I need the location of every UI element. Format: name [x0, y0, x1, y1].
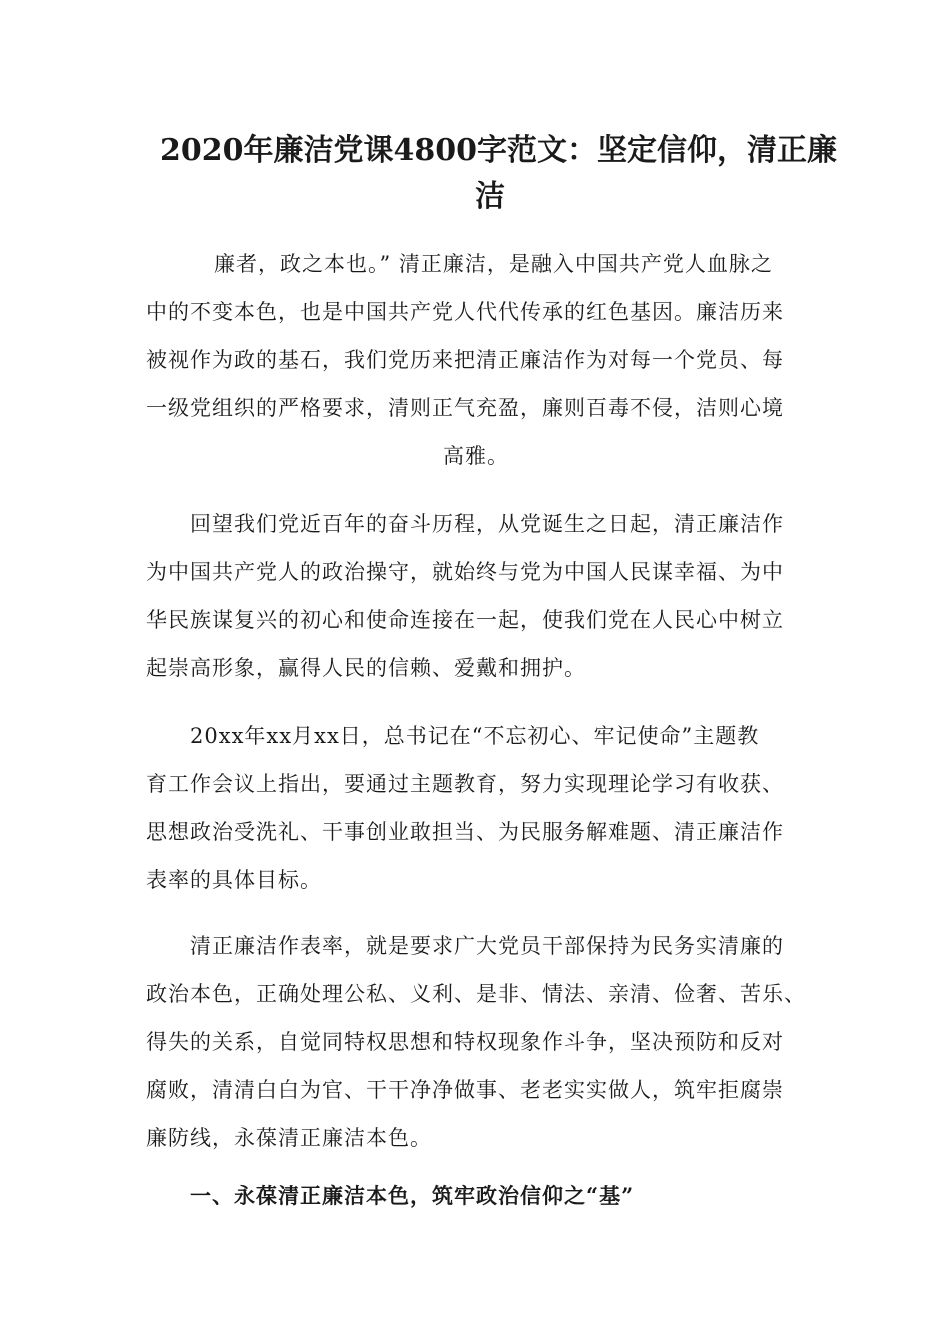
paragraph-line: 回望我们党近百年的奋斗历程，从党诞生之日起，清正廉洁作 — [190, 512, 784, 536]
paragraph-line: 廉防线，永葆清正廉洁本色。 — [146, 1126, 432, 1150]
paragraph-line: 被视作为政的基石，我们党历来把清正廉洁作为对每一个党员、每 — [146, 348, 784, 372]
paragraph-line: 清正廉洁作表率，就是要求广大党员干部保持为民务实清廉的 — [190, 934, 784, 958]
paragraph-line: 育工作会议上指出，要通过主题教育，努力实现理论学习有收获、 — [146, 772, 784, 796]
paragraph-1 — [146, 240, 806, 480]
paragraph-3 — [146, 712, 806, 904]
paragraph-line: 一级党组织的严格要求，清则正气充盈，廉则百毒不侵，洁则心境 — [146, 396, 784, 420]
paragraph-line: 廉者，政之本也。” 清正廉洁，是融入中国共产党人血脉之 — [214, 252, 773, 276]
paragraph-line: 起崇高形象，赢得人民的信赖、爱戴和拥护。 — [146, 656, 586, 680]
paragraph-2 — [146, 500, 806, 692]
paragraph-line: 为中国共产党人的政治操守，就始终与党为中国人民谋幸福、为中 — [146, 560, 784, 584]
paragraph-line: 20xx年xx月xx日，总书记在“不忘初心、牢记使命”主题教 — [190, 724, 760, 748]
paragraph-line: 腐败，清清白白为官、干干净净做事、老老实实做人，筑牢拒腐崇 — [146, 1078, 784, 1102]
title-line-1: 2020年廉洁党课4800字范文：坚定信仰，清正廉 — [160, 133, 837, 168]
paragraph-line: 表率的具体目标。 — [146, 868, 322, 892]
paragraph-4 — [146, 922, 806, 1162]
paragraph-line: 中的不变本色，也是中国共产党人代代传承的红色基因。廉洁历来 — [146, 300, 784, 324]
paragraph-line: 得失的关系，自觉同特权思想和特权现象作斗争，坚决预防和反对 — [146, 1030, 784, 1054]
document-title — [160, 128, 837, 220]
paragraph-line: 思想政治受洗礼、干事创业敢担当、为民服务解难题、清正廉洁作 — [146, 820, 784, 844]
paragraph-line: 华民族谋复兴的初心和使命连接在一起，使我们党在人民心中树立 — [146, 608, 784, 632]
title-line-2: 洁 — [475, 179, 505, 214]
paragraph-line: 政治本色，正确处理公私、义利、是非、情法、亲清、俭奢、苦乐、 — [146, 982, 806, 1006]
paragraph-line: 高雅。 — [443, 444, 509, 468]
section-heading: 一、永葆清正廉洁本色，筑牢政治信仰之“基” — [190, 1183, 635, 1208]
